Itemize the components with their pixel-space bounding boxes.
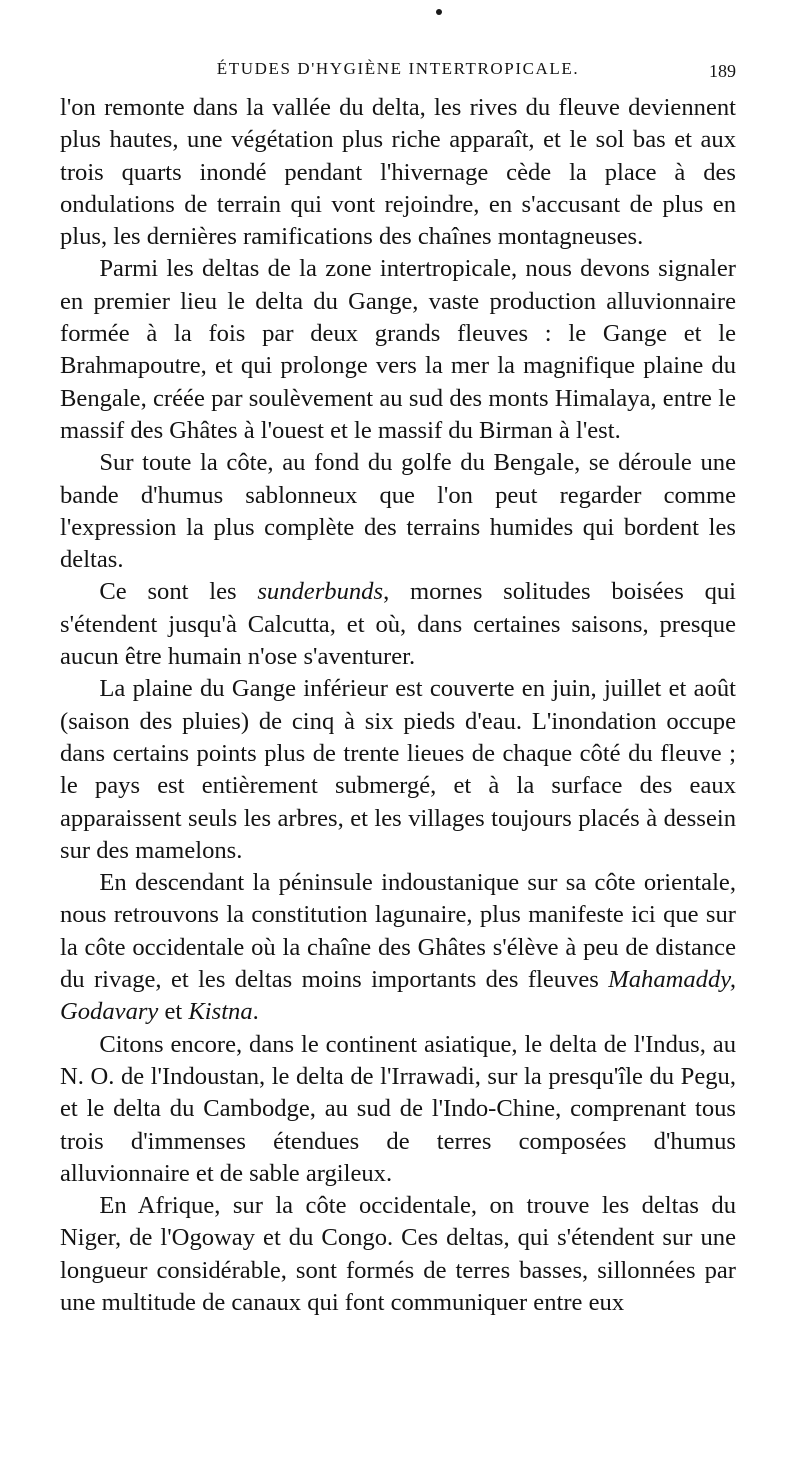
paragraph-text-before: En descendant la péninsule indoustanique sur sa côte orientale, nous retrouvons la constitution lagunaire, plus manifeste ici que sur la côte occidentale où la chaîne des Ghâtes s'élève à peu de distance du rivage, et les deltas moins importants des fleuves bbox=[60, 869, 736, 994]
italic-river-name: Kistna bbox=[188, 998, 253, 1026]
running-head bbox=[58, 53, 738, 87]
paragraph-text-before: Ce sont les bbox=[99, 578, 258, 606]
paragraph-text: Citons encore, dans le continent asiatique, le delta de l'Indus, au N. O. de l'Indoustan, le delta de l'Irrawadi, sur la presqu'île du Pegu, et le delta du Cambodge, au sud de l'Indo-Chine, comprenant tous trois d'immenses étendues de terres composées d'humus alluvionnaire et de sable argileux. bbox=[60, 1030, 736, 1187]
paragraph bbox=[60, 1190, 736, 1319]
paragraph-text-after: . bbox=[252, 998, 259, 1026]
paragraph-text: Parmi les deltas de la zone intertropicale, nous devons signaler en premier lieu le delta du Gange, vaste production alluvionnaire formée à la fois par deux grands fleuves : le Gange et le Brahmapoutre, et qui prolonge vers la mer la magnifique plaine du Bengale, créée par soulèvement au sud des monts Himalaya, entre le massif des Ghâtes à l'ouest et le massif du Birman à l'est. bbox=[60, 255, 736, 444]
italic-term: sunderbunds bbox=[257, 578, 384, 606]
paragraph bbox=[60, 673, 736, 867]
paragraph-text-middle: et bbox=[158, 998, 189, 1026]
paragraph bbox=[60, 867, 736, 1028]
paragraph bbox=[60, 576, 736, 673]
paragraph bbox=[60, 447, 736, 576]
paragraph-text: En Afrique, sur la côte occidentale, on trouve les deltas du Niger, de l'Ogoway et du Congo. Ces deltas, qui s'étendent sur une longueur considérable, sont formés de terres basses, sillonnées par une multitude de canaux qui font communiquer entre eux bbox=[60, 1192, 736, 1316]
page-number: 189 bbox=[709, 61, 736, 81]
paragraph bbox=[60, 92, 736, 253]
paragraph-text: l'on remonte dans la vallée du delta, les rives du fleuve deviennent plus hautes, une végétation plus riche apparaît, et le sol bas et aux trois quarts inondé pendant l'hivernage cède la place à des ondulations de terrain qui vont rejoindre, en s'accusant de plus en plus, les dernières ramifications des chaînes montagneuses. bbox=[60, 94, 736, 251]
body-text bbox=[60, 92, 736, 1319]
running-title: ÉTUDES D'HYGIÈNE INTERTROPICALE. bbox=[216, 59, 580, 78]
paragraph-text: La plaine du Gange inférieur est couverte en juin, juillet et août (saison des pluies) de cinq à six pieds d'eau. L'inondation occupe dans certains points plus de trente lieues de chaque côté du fleuve ; le pays est entièrement submergé, et à la surface des eaux apparaissent seuls les arbres, et les villages toujours placés à dessein sur des mamelons. bbox=[60, 675, 736, 864]
italic-river-names: Mahamaddy, Godavary bbox=[60, 966, 736, 1026]
paragraph-text-after: , mornes solitudes boisées qui s'étendent jusqu'à Calcutta, et où, dans certaines saisons, presque aucun être humain n'ose s'aventurer. bbox=[60, 578, 736, 671]
paragraph bbox=[60, 253, 736, 447]
paragraph bbox=[60, 1029, 736, 1190]
paragraph-text: Sur toute la côte, au fond du golfe du Bengale, se déroule une bande d'humus sablonneux que l'on peut regarder comme l'expression la plus complète des terrains humides qui bordent les deltas. bbox=[60, 449, 736, 574]
ink-dot bbox=[436, 9, 442, 15]
